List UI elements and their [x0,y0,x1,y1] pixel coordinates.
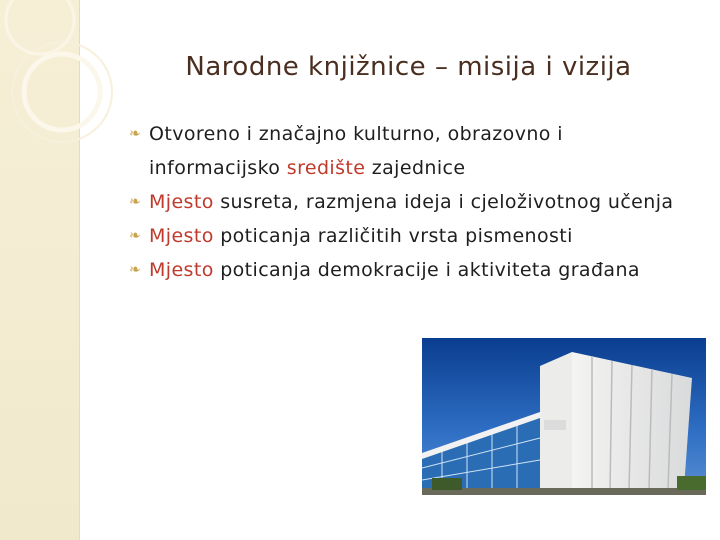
bullet-item [128,185,698,219]
bullet-text: poticanja demokracije i aktiviteta građana [213,259,640,281]
library-building-photo [422,338,706,495]
highlighted-text: Mjesto [149,259,214,281]
bullet-list [128,117,698,287]
highlighted-text: Mjesto [149,191,214,213]
bullet-item [128,253,698,287]
bullet-text: poticanja različitih vrsta pismenosti [213,225,573,247]
bullet-text: zajednice [365,157,466,179]
bullet-item [128,219,698,253]
bullet-icon: ❧ [129,194,142,210]
bullet-icon: ❧ [129,262,142,278]
slide-title: Narodne knjižnice – misija i vizija [185,52,632,82]
highlighted-text: središte [286,157,366,179]
bullet-text: susreta, razmjena ideja i cjeloživotnog učenja [213,191,674,213]
bullet-icon: ❧ [129,228,142,244]
highlighted-text: Mjesto [149,225,214,247]
bullet-item [128,117,698,185]
bullet-text: Otvoreno i značajno kulturno, obrazovno i informacijsko [149,123,563,179]
bullet-icon: ❧ [129,126,142,142]
